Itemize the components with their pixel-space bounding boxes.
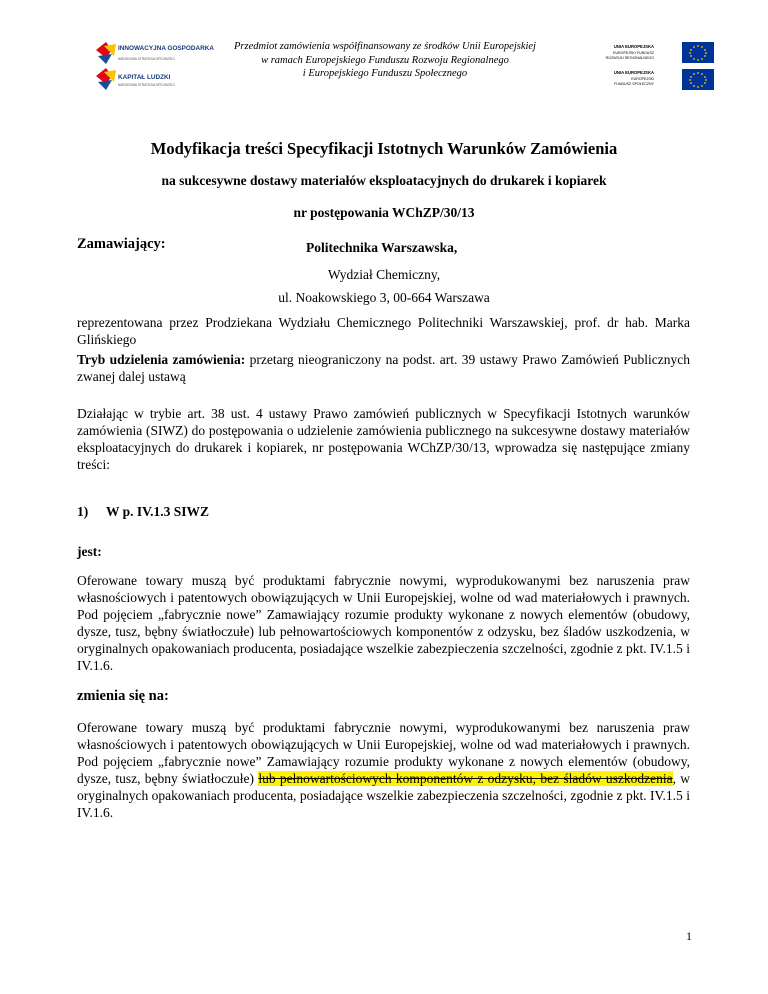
eu-text-2: EUROPEJSKI FUNDUSZ [613,51,654,55]
document-subtitle: na sukcesywne dostawy materiałów eksploatacyjnych do drukarek i kopiarek [161,173,607,188]
header-line-1: Przedmiot zamówienia współfinansowany ze środków Unii Europejskiej [234,41,536,52]
struck-highlighted-text: lub pełnowartościowych komponentów z odzysku, bez śladów uszkodzenia [258,771,673,786]
changed-label: zmienia się na: [77,688,169,704]
logo-text-kl: KAPITAŁ LUDZKI [118,74,171,81]
logo-text-ig-sub: NARODOWA STRATEGIA SPÓJNOŚCI [118,57,175,61]
item-title: W p. IV.1.3 SIWZ [106,504,210,519]
header-line-3: i Europejskiego Funduszu Społecznego [302,68,468,79]
was-text: Oferowane towary muszą być produktami fabrycznie nowymi, wyprodukowanymi bez naruszenia praw własnościowych i patentowych obowiązujących w Unii Europejskiej, wolne od wad materiałowych i prawnych. Pod pojęciem „fabrycznie nowe” Zamawiający rozumie produkty wykonane z nowych elementów (obudowy, dysze, tusz, bębny światłoczułe) lub pełnowartościowych komponentów z odzysku, bez śladów uszkodzenia, w oryginalnych opakowaniach producenta, posiadające wszelkie zabezpieczenia szczelności, zgodnie z pkt. IV.1.5 i IV.1.6. [77,573,690,673]
eu-text-4: UNIA EUROPEJSKA [613,70,654,75]
header-line-2: w ramach Europejskiego Funduszu Rozwoju Regionalnego [261,54,509,66]
orderer-dept: Wydział Chemiczny, [327,267,441,282]
procurement-mode [77,351,690,385]
eu-text-3: ROZWOJU REGIONALNEGO [605,56,654,60]
intro-paragraph: Działając w trybie art. 38 ust. 4 ustawy Prawo zamówień publicznych w Specyfikacji Istotnych warunków zamówienia (SIWZ) do postępowania o udzielenie zamówienia publicznego na sukcesywne dostawy materiałów eksploatacyjnych do drukarek i kopiarek, nr postępowania WChZP/30/13, wprowadza się następujące zmiany treści: [77,406,690,472]
eu-text-5: EUROPEJSKI [631,77,654,81]
document-title: Modyfikacja treści Specyfikacji Istotnych Warunków Zamówienia [150,139,618,158]
item-number: 1) [77,504,89,519]
eu-funds-logo [605,42,716,98]
orderer-label: Zamawiający: [77,236,166,252]
logo-text-ig: INNOWACYJNA GOSPODARKA [118,45,214,52]
eu-text-1: UNIA EUROPEJSKA [613,44,654,49]
mode-text: przetarg nieograniczony na podst. art. 39 ustawy Prawo Zamówień Publicznych zwanej dalej ustawą [77,352,690,384]
orderer-address: ul. Noakowskiego 3, 00-664 Warszawa [278,290,490,305]
represented-by: reprezentowana przez Prodziekana Wydziału Chemicznego Politechniki Warszawskiej, prof. dr hab. Marka Glińskiego [77,315,690,347]
mode-label: Tryb udzielenia zamówienia: [77,352,246,367]
was-label: jest: [77,544,102,559]
new-text-part-b: , w oryginalnych opakowaniach producenta, posiadające wszelkie zabezpieczenia szczelności, zgodnie z pkt. IV.1.5 i IV.1.6. [77,771,691,820]
eu-text-6: FUNDUSZ SPOŁECZNY [614,82,654,86]
new-text-part-a: Oferowane towary muszą być produktami fabrycznie nowymi, wyprodukowanymi bez naruszenia praw własnościowych i patentowych obowiązujących w Unii Europejskiej, wolne od wad materiałowych i prawnych. Pod pojęciem „fabrycznie nowe” Zamawiający rozumie produkty wykonane z nowych elementów (obudowy, dysze, tusz, bębny światłoczułe) [77,720,690,786]
header-cofinancing-note [200,40,570,81]
case-number: nr postępowania WChZP/30/13 [293,205,475,220]
innowacyjna-gospodarka-kapital-ludzki-logo [94,40,214,96]
orderer-name: Politechnika Warszawska, [306,240,458,255]
logo-text-kl-sub: NARODOWA STRATEGIA SPÓJNOŚCI [118,83,175,87]
page-number: 1 [686,929,692,943]
new-text [77,719,690,821]
